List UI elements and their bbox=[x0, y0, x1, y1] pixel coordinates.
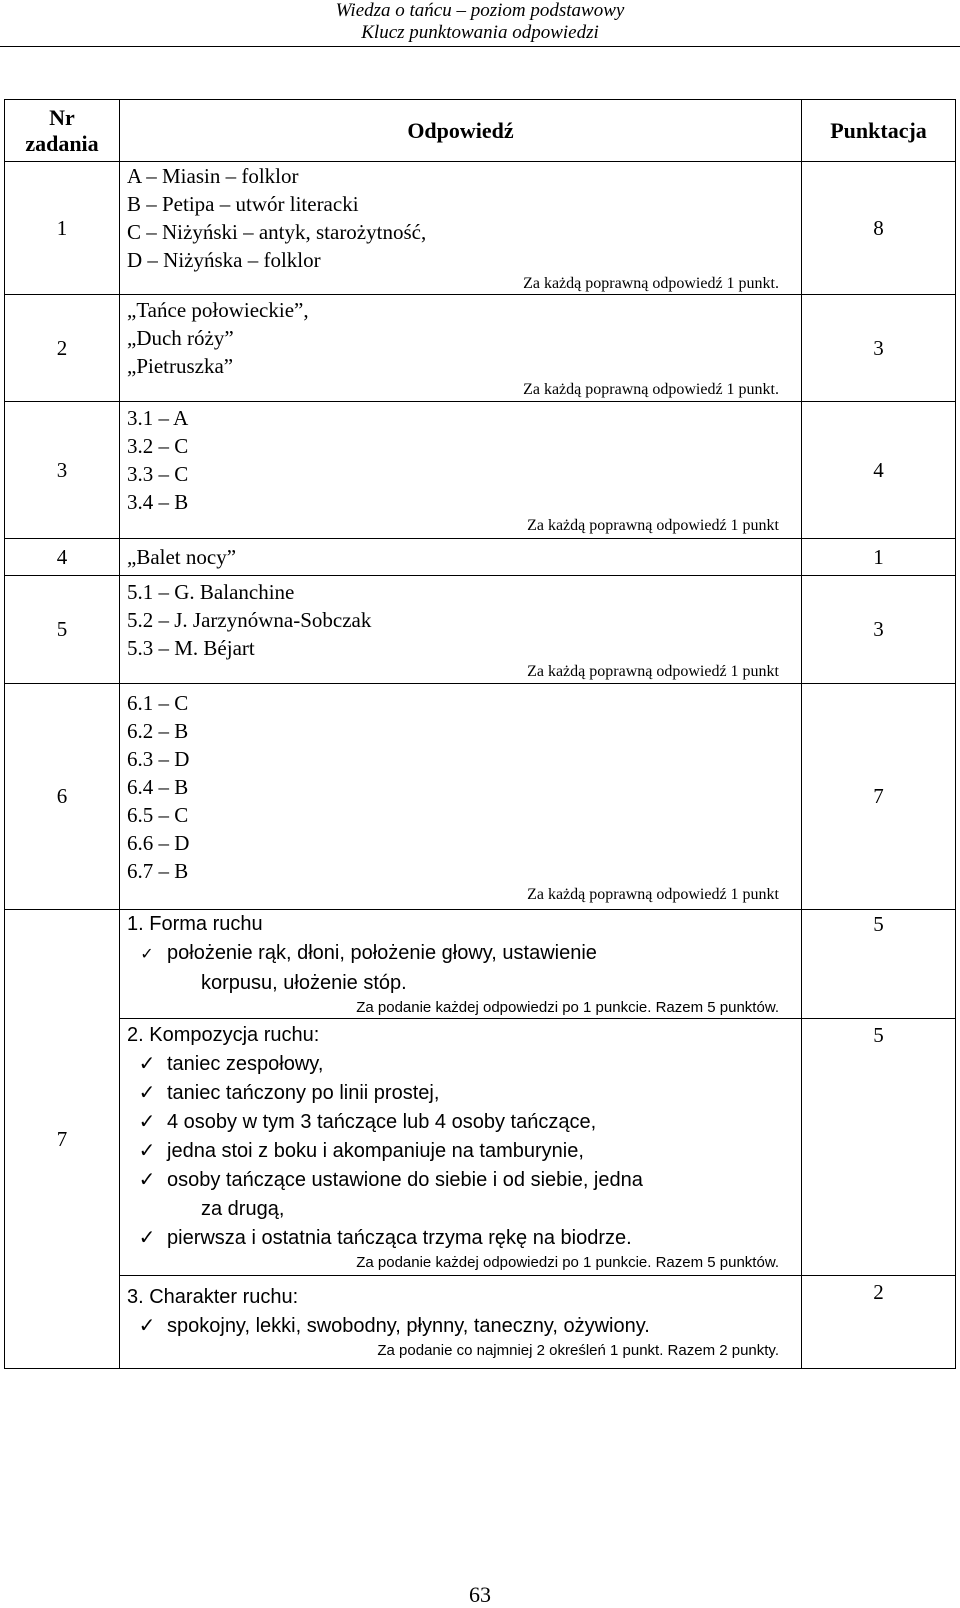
points-value: 5 bbox=[802, 1019, 956, 1276]
task-number: 4 bbox=[5, 539, 120, 576]
answer-item: ✓ taniec zespołowy, bbox=[127, 1050, 779, 1079]
answer-key-table bbox=[4, 99, 956, 1369]
answer-item: ✓ pierwsza i ostatnia tańcząca trzyma rękę na biodrze. bbox=[127, 1224, 779, 1253]
answer-line: 5.3 – M. Béjart bbox=[127, 635, 255, 660]
answer-line: 6.6 – D bbox=[127, 830, 190, 855]
header-line-2: Klucz punktowania odpowiedzi bbox=[361, 22, 599, 43]
answer-item: ✓ jedna stoi z boku i akompaniuje na tamburynie, bbox=[127, 1137, 779, 1166]
table-row bbox=[5, 162, 956, 295]
check-icon: ✓ bbox=[138, 1082, 156, 1104]
answer-line: 5.1 – G. Balanchine bbox=[127, 579, 295, 604]
scoring-note: Za podanie każdej odpowiedzi po 1 punkcie. Razem 5 punktów. bbox=[356, 999, 779, 1016]
check-icon: ✓ bbox=[138, 1053, 156, 1075]
table-row bbox=[5, 1019, 956, 1276]
answer-heading: 2. Kompozycja ruchu: bbox=[127, 1024, 320, 1046]
answer-line: 6.3 – D bbox=[127, 746, 190, 771]
answer-cell bbox=[120, 402, 802, 539]
task-number: 2 bbox=[5, 295, 120, 402]
answer-cell bbox=[120, 1276, 802, 1369]
answer-line: C – Niżyński – antyk, starożytność, bbox=[127, 220, 427, 244]
answer-item-continued: za drugą, bbox=[201, 1198, 285, 1220]
answer-line: 3.1 – A bbox=[127, 406, 189, 430]
answer-line: 3.2 – C bbox=[127, 434, 189, 458]
answer-line: 5.2 – J. Jarzynówna-Sobczak bbox=[127, 607, 372, 632]
answer-line: „Tańce połowieckie”, bbox=[127, 298, 309, 322]
answer-item: ✓ 4 osoby w tym 3 tańczące lub 4 osoby tańczące, bbox=[127, 1108, 779, 1137]
table-row bbox=[5, 684, 956, 910]
answer-line: B – Petipa – utwór literacki bbox=[127, 192, 359, 216]
scoring-note: Za każdą poprawną odpowiedź 1 punkt. bbox=[523, 381, 779, 398]
check-icon: ✓ bbox=[138, 1111, 156, 1133]
answer-cell bbox=[120, 576, 802, 684]
scoring-note: Za podanie co najmniej 2 określeń 1 punkt. Razem 2 punkty. bbox=[377, 1342, 779, 1359]
answer-cell bbox=[120, 539, 802, 576]
answer-line: „Balet nocy” bbox=[127, 545, 237, 569]
task-number: 1 bbox=[5, 162, 120, 295]
answer-item: ✓ spokojny, lekki, swobodny, płynny, taneczny, ożywiony. bbox=[127, 1312, 779, 1341]
answer-heading: 1. Forma ruchu bbox=[127, 913, 263, 935]
answer-item: ✓ taniec tańczony po linii prostej, bbox=[127, 1079, 779, 1108]
table-row bbox=[5, 539, 956, 576]
table-row bbox=[5, 1276, 956, 1369]
check-icon: ✓ bbox=[140, 946, 154, 963]
points-value: 2 bbox=[802, 1276, 956, 1369]
scoring-note: Za podanie każdej odpowiedzi po 1 punkcie. Razem 5 punktów. bbox=[356, 1254, 779, 1271]
scoring-note: Za każdą poprawną odpowiedź 1 punkt bbox=[527, 517, 779, 534]
answer-cell bbox=[120, 1019, 802, 1276]
answer-line: „Duch róży” bbox=[127, 326, 234, 350]
scoring-note: Za każdą poprawną odpowiedź 1 punkt. bbox=[523, 275, 779, 292]
scoring-note: Za każdą poprawną odpowiedź 1 punkt bbox=[527, 662, 779, 680]
answer-line: 3.3 – C bbox=[127, 462, 189, 486]
col-answer-header: Odpowiedź bbox=[120, 100, 802, 162]
answer-line: D – Niżyńska – folklor bbox=[127, 248, 321, 272]
points-value: 3 bbox=[802, 576, 956, 684]
points-value: 1 bbox=[802, 539, 956, 576]
answer-heading: 3. Charakter ruchu: bbox=[127, 1286, 299, 1308]
answer-line: 6.5 – C bbox=[127, 802, 189, 827]
header-line-1: Wiedza o tańcu – poziom podstawowy bbox=[335, 0, 625, 21]
answer-item: ✓ położenie rąk, dłoni, położenie głowy, ustawienie bbox=[127, 939, 779, 969]
table-row bbox=[5, 910, 956, 1019]
check-icon: ✓ bbox=[138, 1227, 156, 1249]
col-nr-header: Nr zadania bbox=[5, 100, 120, 162]
answer-line: 6.1 – C bbox=[127, 690, 189, 715]
task-number: 6 bbox=[5, 684, 120, 910]
check-icon: ✓ bbox=[138, 1140, 156, 1162]
task-number: 7 bbox=[5, 910, 120, 1369]
points-value: 5 bbox=[802, 910, 956, 1019]
answer-item-continued: korpusu, ułożenie stóp. bbox=[201, 972, 407, 994]
answer-cell bbox=[120, 162, 802, 295]
answer-line: 3.4 – B bbox=[127, 490, 189, 514]
points-value: 7 bbox=[802, 684, 956, 910]
answer-item: ✓ osoby tańczące ustawione do siebie i od siebie, jedna bbox=[127, 1166, 779, 1195]
page-number: 63 bbox=[469, 1582, 491, 1607]
answer-line: „Pietruszka” bbox=[127, 354, 234, 378]
table-header-row bbox=[5, 100, 956, 162]
check-icon: ✓ bbox=[138, 1315, 156, 1337]
answer-line: 6.4 – B bbox=[127, 774, 189, 799]
answer-line: 6.7 – B bbox=[127, 858, 189, 883]
answer-cell bbox=[120, 295, 802, 402]
points-value: 8 bbox=[802, 162, 956, 295]
scoring-note: Za każdą poprawną odpowiedź 1 punkt bbox=[527, 885, 779, 903]
table-row bbox=[5, 402, 956, 539]
answer-cell bbox=[120, 684, 802, 910]
table-row bbox=[5, 576, 956, 684]
points-value: 4 bbox=[802, 402, 956, 539]
answer-cell bbox=[120, 910, 802, 1019]
header-divider bbox=[0, 46, 960, 47]
answer-line: A – Miasin – folklor bbox=[127, 164, 299, 188]
answer-line: 6.2 – B bbox=[127, 718, 189, 743]
check-icon: ✓ bbox=[138, 1169, 156, 1191]
col-points-header: Punktacja bbox=[802, 100, 956, 162]
points-value: 3 bbox=[802, 295, 956, 402]
task-number: 5 bbox=[5, 576, 120, 684]
task-number: 3 bbox=[5, 402, 120, 539]
table-row bbox=[5, 295, 956, 402]
